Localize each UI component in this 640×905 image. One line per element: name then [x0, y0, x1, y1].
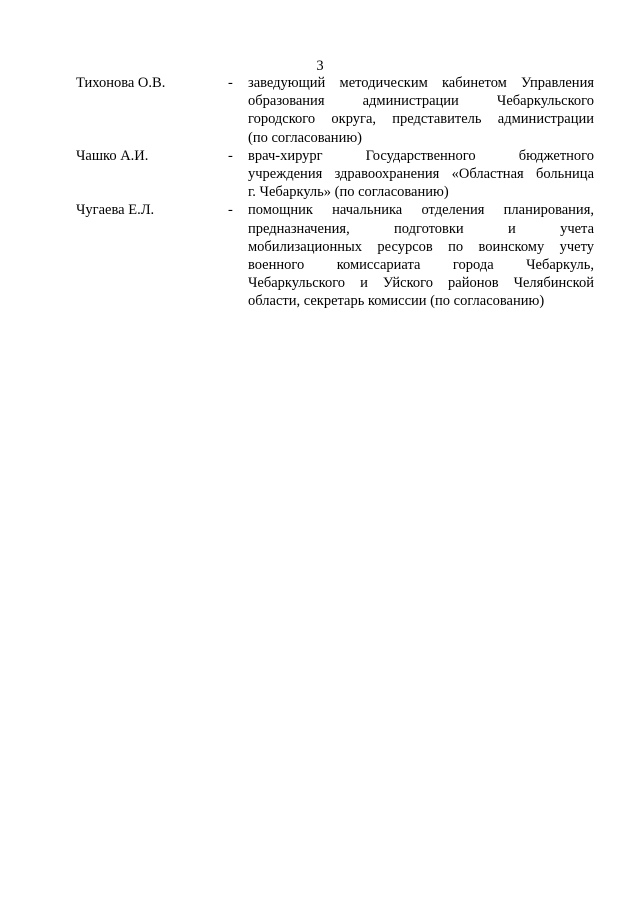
member-name: Тихонова О.В.	[76, 75, 166, 91]
dash-separator: -	[228, 202, 233, 219]
page-number: 3	[316, 58, 324, 74]
position-line: (по согласованию)	[248, 129, 362, 146]
dash-separator: -	[228, 147, 233, 164]
position-line: заведующий методическим кабинетом Управления	[248, 75, 594, 91]
position-line: мобилизационных ресурсов по воинскому учету	[248, 238, 594, 255]
position-line: области, секретарь комиссии (по согласованию)	[248, 293, 545, 310]
member-name: Чугаева Е.Л.	[76, 202, 155, 219]
member-entry-chashko	[76, 147, 596, 202]
position-line: помощник начальника отделения планирования,	[248, 202, 594, 219]
member-position	[248, 147, 594, 202]
position-line: городского округа, представитель администрации	[248, 111, 594, 128]
position-line: г. Чебаркуль» (по согласованию)	[248, 184, 449, 201]
position-line: Чебаркульского и Уйского районов Челябинской	[248, 275, 594, 292]
position-line: военного комиссариата города Чебаркуль,	[248, 257, 594, 274]
position-line: предназначения, подготовки и учета	[248, 220, 594, 237]
member-position	[248, 201, 594, 310]
member-name: Чашко А.И.	[76, 147, 149, 164]
position-line: учреждения здравоохранения «Областная больница	[248, 166, 594, 183]
dash-separator: -	[228, 75, 233, 91]
position-line: врач-хирург Государственного бюджетного	[248, 147, 594, 164]
member-entry-chugaeva	[76, 201, 596, 310]
position-line: образования администрации Чебаркульского	[248, 93, 594, 110]
member-entry-tikhonova	[76, 74, 596, 147]
commission-member-list	[76, 74, 596, 311]
member-position	[248, 74, 594, 147]
